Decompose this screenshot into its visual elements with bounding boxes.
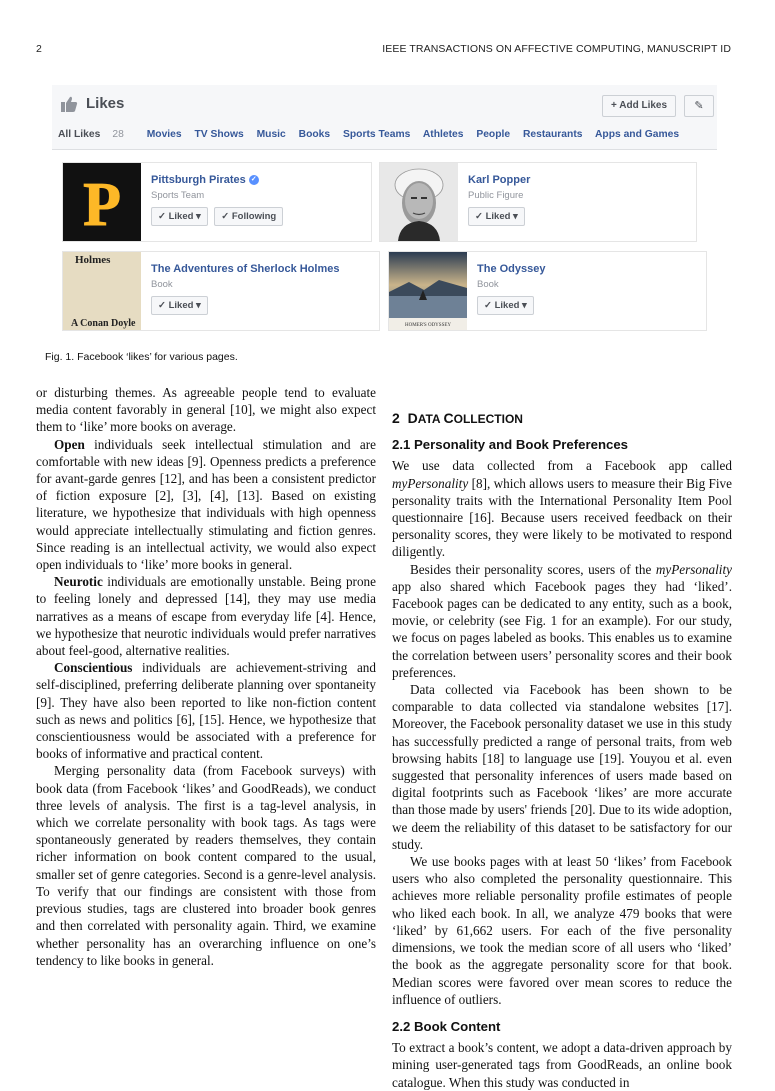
tab-books[interactable]: Books bbox=[298, 129, 331, 140]
journal-title: IEEE TRANSACTIONS ON AFFECTIVE COMPUTING, MANUSCRIPT ID bbox=[382, 43, 731, 55]
left-column bbox=[36, 384, 376, 969]
tab-people[interactable]: People bbox=[476, 129, 511, 140]
paragraph: Open individuals seek intellectual stimulation and are comfortable with new ideas [9]. Openness predicts a preference for avant-garde genres [12], and has been a consistent predictor of fiction exposure [2], [3], [4], [13]. Based on existing literature, we hypothesize that individuals with high openness would appreciate intellectually stimulating and fiction genres. Since reading is an intellectual activity, we would also expect open individuals to ‘like’ more books in general. bbox=[36, 436, 376, 573]
sherlock-holmes-cover: Holmes A Conan Doyle bbox=[63, 252, 141, 330]
paragraph: Neurotic individuals are emotionally unstable. Being prone to feeling lonely and depressed [14], they may use media narratives as a means of escape from everyday life [4]. Hence, we hypothesize that neurotic individuals would prefer narratives about feel-good, alternative realities. bbox=[36, 574, 376, 659]
page-name[interactable]: The Adventures of Sherlock Holmes bbox=[151, 263, 340, 275]
paragraph: We use data collected from a Facebook app called myPersonality [8], which allows users to measure their Big Five personality traits with the International Personality Item Pool questionnaire [16]. Because users received feedback on their personality scores, they were likely to be motivated to respond diligently. bbox=[392, 458, 732, 560]
pencil-icon[interactable]: ✎ bbox=[684, 95, 714, 117]
paragraph: or disturbing themes. As agreeable people tend to evaluate media content favorably in general [10], we might also expect them to ‘like’ more books on average. bbox=[36, 385, 376, 435]
like-card-pittsburgh-pirates bbox=[62, 162, 372, 242]
likes-tabs bbox=[58, 129, 689, 140]
svg-text:HOMER'S ODYSSEY: HOMER'S ODYSSEY bbox=[404, 323, 452, 328]
section-heading: 2 DATA COLLECTION bbox=[392, 410, 523, 426]
paragraph: Conscientious individuals are achievement-striving and self-disciplined, preferring deliberate planning over spontaneity [9]. They have also been reported to like non-fiction content such as news and politics [6], [15]. Hence, we hypothesize that conscientiousness would be associated with a preference for books of informative and practical content. bbox=[36, 660, 376, 762]
likes-header bbox=[52, 85, 717, 150]
tab-tv-shows[interactable]: TV Shows bbox=[194, 129, 244, 140]
page-number: 2 bbox=[36, 43, 42, 55]
paragraph: Data collected via Facebook has been shown to be comparable to data collected via standalone websites [17]. Moreover, the Facebook personality dataset we use in this study has successfully predicted a range of personal traits, from web browsing habits [18] to language use [19]. Youyou et al. even suggested that personality inferences of users made based on digital footprints such as Facebook ‘likes’ are more accurate than those made by users' friends [20]. Due to its wide adoption, we deem the reliability of this dataset to be satisfactory for our study. bbox=[392, 682, 732, 852]
page-category: Book bbox=[477, 279, 499, 290]
svg-text:P: P bbox=[83, 171, 121, 239]
page-name[interactable]: Pittsburgh Pirates ✓ bbox=[151, 174, 259, 186]
page-category: Public Figure bbox=[468, 190, 524, 201]
like-card-karl-popper bbox=[379, 162, 697, 242]
tab-restaurants[interactable]: Restaurants bbox=[522, 129, 583, 140]
tab-movies[interactable]: Movies bbox=[146, 129, 182, 140]
figure-facebook-likes bbox=[52, 85, 717, 335]
subsection-heading: 2.2 Book Content bbox=[392, 1018, 501, 1034]
like-card-the-odyssey bbox=[388, 251, 707, 331]
pirates-logo-thumbnail bbox=[63, 163, 141, 241]
liked-button[interactable]: ✓ Liked ▾ bbox=[468, 207, 525, 226]
page-category: Book bbox=[151, 279, 173, 290]
odyssey-cover bbox=[389, 252, 467, 330]
paragraph: We use books pages with at least 50 ‘likes’ from Facebook users who also completed the personality questionnaire. This achieves more reliable personality profile estimates of people who liked each book. In all, we analyze 479 books that were ‘liked’ by 61,662 users. For each of the five personality dimensions, we took the median score of all users who ‘liked’ the book as the aggregate personality score for that book. Median scores were favored over mean scores to reduce the influence of outliers. bbox=[392, 854, 732, 1007]
page-name[interactable]: The Odyssey bbox=[477, 263, 546, 275]
liked-button[interactable]: ✓ Liked ▾ bbox=[151, 296, 208, 315]
thumbs-up-icon bbox=[60, 95, 78, 113]
tab-athletes[interactable]: Athletes bbox=[422, 129, 464, 140]
like-card-sherlock-holmes bbox=[62, 251, 380, 331]
tab-all-likes[interactable]: All Likes 28 bbox=[58, 129, 124, 140]
figure-caption: Fig. 1. Facebook ‘likes’ for various pages. bbox=[45, 351, 238, 363]
subsection-heading: 2.1 Personality and Book Preferences bbox=[392, 437, 629, 453]
right-column bbox=[392, 384, 732, 1091]
paragraph: Merging personality data (from Facebook surveys) with book data (from Facebook ‘likes’ and GoodReads), we conduct three levels of analysis. The first is a tag-level analysis, in which we correlate personality with book tags. As tags were spontaneously generated by readers themselves, they contain richer information on book content compared to the usual, smaller set of genre categories. Second is a genre-level analysis. To verify that our findings are consistent with those from previous studies, tags are clustered into broader book genres and then correlated with personality again. Third, we examine whether personality has an overarching influence on one’s tendency to like books in general. bbox=[36, 763, 376, 968]
following-button[interactable]: ✓ Following bbox=[214, 207, 283, 226]
verified-badge-icon: ✓ bbox=[249, 175, 259, 185]
liked-button[interactable]: ✓ Liked ▾ bbox=[151, 207, 208, 226]
liked-button[interactable]: ✓ Liked ▾ bbox=[477, 296, 534, 315]
page-category: Sports Team bbox=[151, 190, 205, 201]
tab-sports-teams[interactable]: Sports Teams bbox=[343, 129, 411, 140]
tab-music[interactable]: Music bbox=[256, 129, 286, 140]
add-likes-button[interactable]: + Add Likes bbox=[602, 95, 676, 117]
paragraph: Besides their personality scores, users of the myPersonality app also shared which Facebook pages they had ‘liked’. Facebook pages can be dedicated to any entity, such as a book, movie, or celebrity (see Fig. 1 for an example). For our study, we focus on pages labeled as books. This enables us to examine the correlation between users’ personality scores and their book preferences. bbox=[392, 561, 732, 680]
page-name[interactable]: Karl Popper bbox=[468, 174, 531, 186]
likes-title: Likes bbox=[86, 95, 125, 112]
tab-apps-and-games[interactable]: Apps and Games bbox=[594, 129, 680, 140]
karl-popper-photo bbox=[380, 163, 458, 241]
paragraph: To extract a book’s content, we adopt a data-driven approach by mining user-generated tags from GoodReads, an online book catalogue. When this study was conducted in bbox=[392, 1040, 732, 1090]
